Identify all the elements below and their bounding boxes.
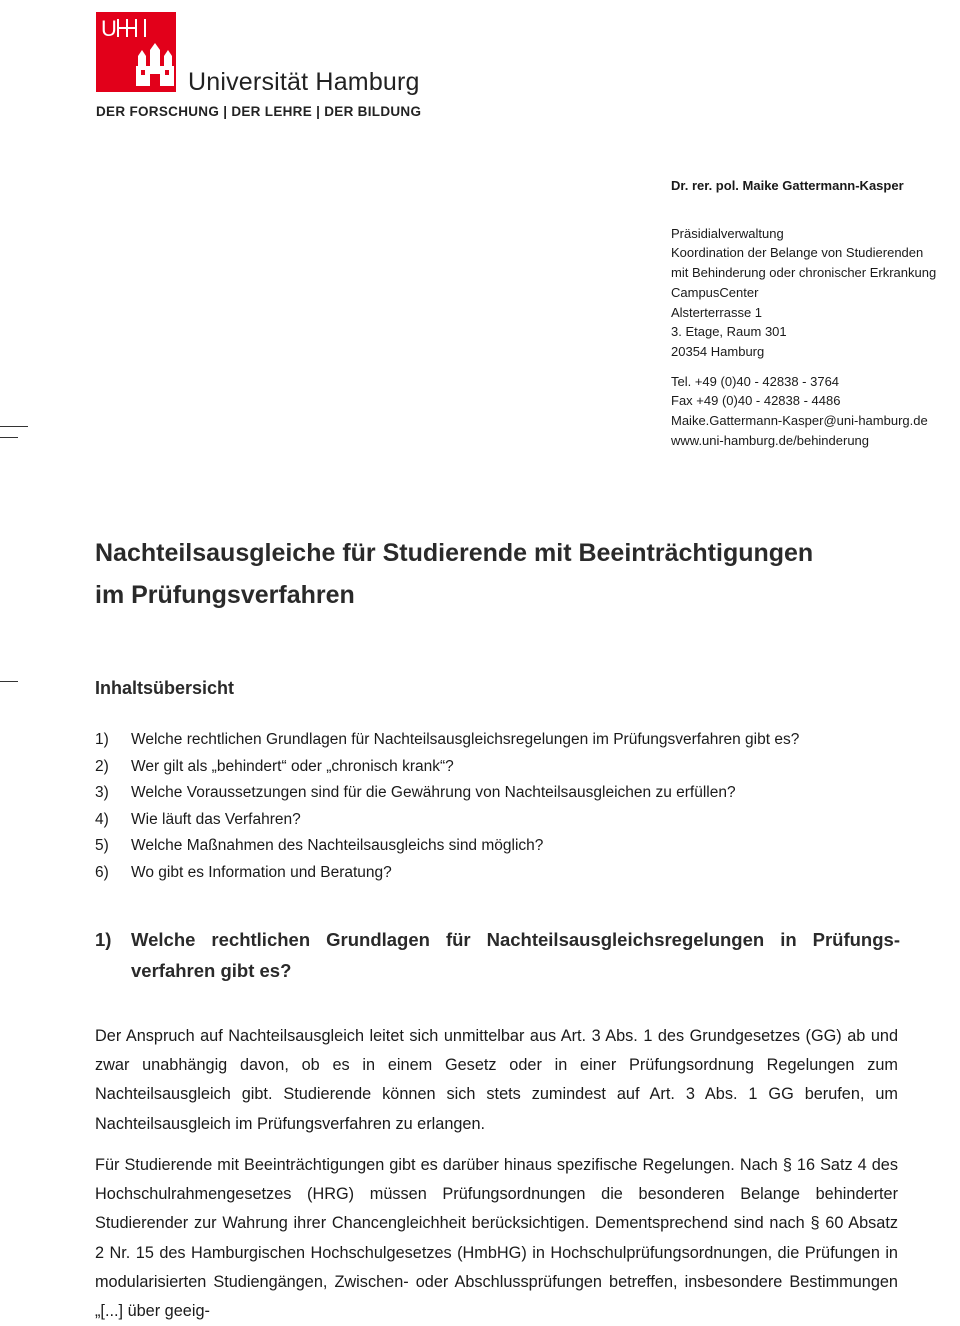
contact-phone: Tel. +49 (0)40 - 42838 - 3764 xyxy=(671,373,840,389)
section-1-heading xyxy=(95,924,900,986)
toc-item xyxy=(95,807,915,834)
title-line-2: im Prüfungsverfahren xyxy=(95,581,355,609)
toc-item xyxy=(95,860,915,887)
fold-mark xyxy=(0,681,18,682)
toc-item xyxy=(95,727,915,754)
contact-email-link[interactable]: Maike.Gattermann-Kasper@uni-hamburg.de xyxy=(671,413,928,429)
logo-wordmark: Universität Hamburg xyxy=(188,68,420,96)
address-line: Koordination der Belange von Studierenden xyxy=(671,245,924,261)
toc-item xyxy=(95,754,915,781)
address-line: CampusCenter xyxy=(671,284,759,300)
toc-item xyxy=(95,833,915,860)
contact-website-link[interactable]: www.uni-hamburg.de/behinderung xyxy=(671,432,870,448)
toc-item-text: Wer gilt als „behindert“ oder „chronisch krank“? xyxy=(131,757,454,775)
fold-mark xyxy=(0,437,18,438)
toc-item-number: 1) xyxy=(95,731,109,748)
toc-item-number: 4) xyxy=(95,810,109,828)
logo-emblem xyxy=(96,12,176,92)
contact-block xyxy=(671,176,960,450)
body-paragraph: Der Anspruch auf Nachteilsausgleich leitet sich unmittelbar aus Art. 3 Abs. 1 des Grundgesetzes (GG) ab und zwar unabhängig davon, ob es in einem Gesetz oder in einer Prüfungsordnung Regelungen zum Nachteilsausgleich gibt. Studierende können sich stets zumindest auf Art. 3 Abs. 1 GG berufen, um Nachteilsausgleich im Prüfungsverfahren zu erlangen. xyxy=(95,1027,898,1133)
address-line: 3. Etage, Raum 301 xyxy=(671,324,787,340)
toc-item-number: 3) xyxy=(95,784,109,802)
logo-tagline: DER FORSCHUNG | DER LEHRE | DER BILDUNG xyxy=(96,104,422,119)
svg-text:U: U xyxy=(101,16,116,41)
toc-heading: Inhaltsübersicht xyxy=(95,678,235,698)
toc-item xyxy=(95,780,915,807)
address-line: Präsidialverwaltung xyxy=(671,225,784,241)
toc-item-text: Wie läuft das Verfahren? xyxy=(131,810,301,828)
address-line: 20354 Hamburg xyxy=(671,343,765,359)
address-line: Alsterterrasse 1 xyxy=(671,304,763,320)
contact-name: Dr. rer. pol. Maike Gattermann-Kasper xyxy=(671,178,904,193)
section-number: 1) xyxy=(95,929,112,950)
university-logo xyxy=(96,12,436,122)
toc-item-text: Wo gibt es Information und Beratung? xyxy=(131,863,392,881)
address-line: mit Behinderung oder chronischer Erkrankung xyxy=(671,265,937,281)
castle-emblem-icon xyxy=(96,12,176,92)
title-line-1: Nachteilsausgleiche für Studierende mit Beeinträchtigungen xyxy=(95,539,814,567)
toc-item-text: Welche Maßnahmen des Nachteilsausgleichs sind möglich? xyxy=(131,837,544,855)
toc-item-text: Welche rechtlichen Grundlagen für Nachteilsausgleichsregelungen im Prüfungsverfahren gibt es? xyxy=(131,731,800,748)
toc-item-number: 5) xyxy=(95,837,109,855)
body-paragraph: Für Studierende mit Beeinträchtigungen gibt es darüber hinaus spezifische Regelungen. Nach § 16 Satz 4 des Hochschulrahmengesetzes (HRG) müssen Prüfungsordnungen die besonderen Belange behinderter Studierender zur Wahrung ihrer Chancengleichheit berücksichtigen. Dementsprechend sind nach § 60 Absatz 2 Nr. 15 des Hamburgischen Hochschulgesetzes (HmbHG) in Hochschulprüfungsordnungen, die Prüfungen in modularisierten Studiengängen, Zwischen- oder Abschlussprüfungen betreffen, insbesondere Bestimmungen „[...] über geeig- xyxy=(95,1156,898,1321)
document-title xyxy=(95,532,915,616)
contact-fax: Fax +49 (0)40 - 42838 - 4486 xyxy=(671,393,841,409)
toc-item-number: 6) xyxy=(95,863,109,881)
toc-list xyxy=(95,727,915,887)
section-heading-text: Welche rechtlichen Grundlagen für Nachteilsausgleichsregelungen in Prüfungsverfahren gibt es? xyxy=(131,929,900,981)
toc-item-number: 2) xyxy=(95,757,109,775)
toc-item-text: Welche Voraussetzungen sind für die Gewährung von Nachteilsausgleichen zu erfüllen? xyxy=(131,784,736,802)
fold-mark xyxy=(0,426,28,427)
